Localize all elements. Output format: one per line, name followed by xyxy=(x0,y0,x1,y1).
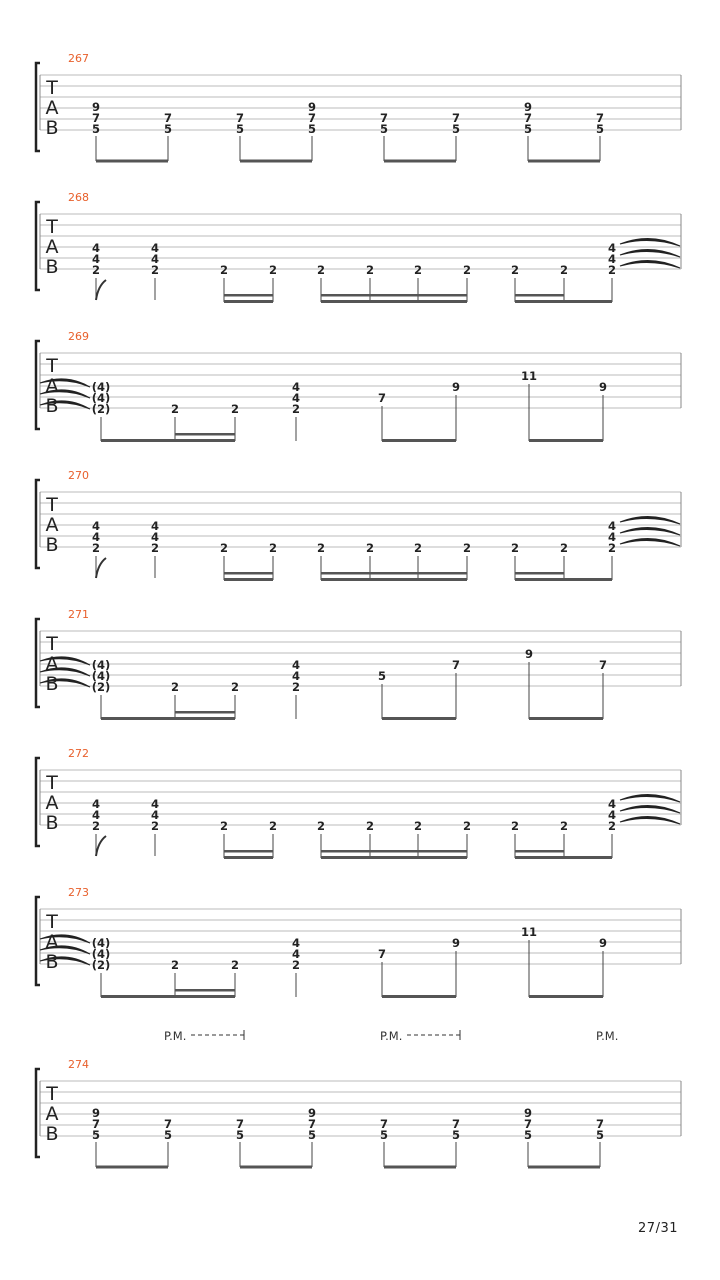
fret-number: 2 xyxy=(219,263,229,277)
fret-number: 5 xyxy=(595,122,605,136)
fret-number: 2 xyxy=(413,819,423,833)
fret-number: 7 xyxy=(379,1117,389,1131)
fret-number: 7 xyxy=(307,1117,317,1131)
fret-number: 4 xyxy=(607,797,617,811)
fret-number: 5 xyxy=(595,1128,605,1142)
fret-number: 4 xyxy=(91,808,101,822)
fret-number: 7 xyxy=(91,1117,101,1131)
fret-number: 2 xyxy=(219,819,229,833)
measure-number: 273 xyxy=(68,886,89,899)
fret-number: 2 xyxy=(413,541,423,555)
fret-number: 4 xyxy=(607,252,617,266)
tab-letter-b: B xyxy=(45,1123,59,1145)
fret-number: 11 xyxy=(520,369,538,383)
fret-number: 4 xyxy=(150,808,160,822)
fret-number: 5 xyxy=(91,1128,101,1142)
fret-number: 2 xyxy=(291,958,301,972)
fret-number: 2 xyxy=(150,819,160,833)
measure-number: 267 xyxy=(68,52,89,65)
measure-number: 270 xyxy=(68,469,89,482)
fret-number: 2 xyxy=(607,263,617,277)
fret-number: 4 xyxy=(91,530,101,544)
fret-number: 2 xyxy=(291,402,301,416)
tab-letter-a: A xyxy=(45,792,59,814)
tab-letter-a: A xyxy=(45,375,59,397)
fret-number: 2 xyxy=(510,263,520,277)
fret-number: 4 xyxy=(607,241,617,255)
fret-number: 2 xyxy=(316,541,326,555)
fret-number: 9 xyxy=(523,1106,533,1120)
fret-number: (4) xyxy=(91,658,111,672)
fret-number: 7 xyxy=(163,1117,173,1131)
measure-number: 271 xyxy=(68,608,89,621)
tab-letter-b: B xyxy=(45,256,59,278)
fret-number: 7 xyxy=(91,111,101,125)
fret-number: 4 xyxy=(91,252,101,266)
tab-letter-b: B xyxy=(45,534,59,556)
fret-number: 4 xyxy=(607,530,617,544)
fret-number: 4 xyxy=(607,808,617,822)
fret-number: 9 xyxy=(451,380,461,394)
fret-number: 7 xyxy=(595,111,605,125)
tab-letter-t: T xyxy=(46,772,58,794)
fret-number: 2 xyxy=(219,541,229,555)
fret-number: 5 xyxy=(377,669,387,683)
fret-number: 4 xyxy=(291,658,301,672)
tab-letter-t: T xyxy=(46,633,58,655)
fret-number: 2 xyxy=(316,263,326,277)
fret-number: 2 xyxy=(316,819,326,833)
fret-number: 5 xyxy=(307,122,317,136)
measure-number: 272 xyxy=(68,747,89,760)
palm-mute-label: P.M. xyxy=(380,1029,403,1043)
fret-number: (2) xyxy=(91,402,111,416)
fret-number: 7 xyxy=(163,111,173,125)
fret-number: 7 xyxy=(377,391,387,405)
fret-number: 7 xyxy=(235,111,245,125)
fret-number: 5 xyxy=(235,122,245,136)
fret-number: 9 xyxy=(451,936,461,950)
tab-letter-a: A xyxy=(45,236,59,258)
tab-letter-t: T xyxy=(46,494,58,516)
tab-letter-a: A xyxy=(45,97,59,119)
fret-number: (4) xyxy=(91,947,111,961)
beam xyxy=(528,1166,600,1169)
fret-number: 2 xyxy=(91,263,101,277)
fret-number: 4 xyxy=(150,797,160,811)
fret-number: (2) xyxy=(91,680,111,694)
fret-number: 2 xyxy=(559,263,569,277)
fret-number: 2 xyxy=(510,819,520,833)
fret-number: 5 xyxy=(307,1128,317,1142)
fret-number: 5 xyxy=(235,1128,245,1142)
fret-number: 2 xyxy=(510,541,520,555)
fret-number: (4) xyxy=(91,669,111,683)
fret-number: (4) xyxy=(91,380,111,394)
fret-number: 7 xyxy=(451,111,461,125)
fret-number: 7 xyxy=(451,1117,461,1131)
fret-number: 7 xyxy=(523,111,533,125)
tab-letter-b: B xyxy=(45,812,59,834)
fret-number: 2 xyxy=(413,263,423,277)
fret-number: 5 xyxy=(91,122,101,136)
fret-number: 2 xyxy=(170,958,180,972)
fret-number: (4) xyxy=(91,391,111,405)
fret-number: 2 xyxy=(559,819,569,833)
palm-mute-label: P.M. xyxy=(596,1029,619,1043)
tab-letter-b: B xyxy=(45,117,59,139)
tab-letter-a: A xyxy=(45,653,59,675)
fret-number: 2 xyxy=(150,541,160,555)
fret-number: 11 xyxy=(520,925,538,939)
fret-number: 2 xyxy=(365,263,375,277)
fret-number: 9 xyxy=(307,1106,317,1120)
fret-number: 5 xyxy=(379,122,389,136)
fret-number: 2 xyxy=(268,263,278,277)
fret-number: 9 xyxy=(598,380,608,394)
fret-number: 9 xyxy=(91,100,101,114)
tab-letter-a: A xyxy=(45,931,59,953)
fret-number: 7 xyxy=(523,1117,533,1131)
fret-number: 2 xyxy=(607,819,617,833)
measure-number: 269 xyxy=(68,330,89,343)
tab-letter-a: A xyxy=(45,514,59,536)
fret-number: 9 xyxy=(307,100,317,114)
fret-number: 7 xyxy=(451,658,461,672)
fret-number: 2 xyxy=(230,958,240,972)
measure-number: 274 xyxy=(68,1058,89,1071)
tab-letter-t: T xyxy=(46,1083,58,1105)
fret-number: 7 xyxy=(235,1117,245,1131)
measure-number: 268 xyxy=(68,191,89,204)
fret-number: (2) xyxy=(91,958,111,972)
fret-number: 9 xyxy=(91,1106,101,1120)
fret-number: 4 xyxy=(150,530,160,544)
fret-number: 5 xyxy=(523,122,533,136)
fret-number: 2 xyxy=(462,819,472,833)
fret-number: 7 xyxy=(595,1117,605,1131)
fret-number: 2 xyxy=(291,680,301,694)
fret-number: (4) xyxy=(91,936,111,950)
fret-number: 4 xyxy=(291,380,301,394)
fret-number: 2 xyxy=(462,263,472,277)
tab-letter-b: B xyxy=(45,673,59,695)
fret-number: 2 xyxy=(150,263,160,277)
fret-number: 4 xyxy=(91,797,101,811)
tab-letter-t: T xyxy=(46,216,58,238)
fret-number: 4 xyxy=(607,519,617,533)
fret-number: 7 xyxy=(307,111,317,125)
fret-number: 4 xyxy=(291,936,301,950)
tab-letter-t: T xyxy=(46,355,58,377)
system-bracket xyxy=(36,1069,40,1157)
fret-number: 4 xyxy=(91,241,101,255)
fret-number: 5 xyxy=(523,1128,533,1142)
fret-number: 2 xyxy=(230,402,240,416)
fret-number: 2 xyxy=(607,541,617,555)
fret-number: 2 xyxy=(268,819,278,833)
fret-number: 4 xyxy=(291,391,301,405)
fret-number: 4 xyxy=(91,519,101,533)
fret-number: 9 xyxy=(524,647,534,661)
fret-number: 2 xyxy=(365,541,375,555)
fret-number: 4 xyxy=(150,519,160,533)
fret-number: 2 xyxy=(230,680,240,694)
tab-letter-t: T xyxy=(46,77,58,99)
fret-number: 2 xyxy=(268,541,278,555)
fret-number: 2 xyxy=(91,819,101,833)
fret-number: 4 xyxy=(291,669,301,683)
fret-number: 7 xyxy=(379,111,389,125)
fret-number: 4 xyxy=(291,947,301,961)
tab-letter-b: B xyxy=(45,395,59,417)
fret-number: 5 xyxy=(451,1128,461,1142)
beam xyxy=(240,1166,312,1169)
fret-number: 4 xyxy=(150,252,160,266)
fret-number: 7 xyxy=(598,658,608,672)
fret-number: 5 xyxy=(163,122,173,136)
tab-letter-t: T xyxy=(46,911,58,933)
fret-number: 2 xyxy=(365,819,375,833)
fret-number: 4 xyxy=(150,241,160,255)
palm-mute-label: P.M. xyxy=(164,1029,187,1043)
fret-number: 9 xyxy=(523,100,533,114)
beam xyxy=(384,1166,456,1169)
tab-letter-a: A xyxy=(45,1103,59,1125)
tab-letter-b: B xyxy=(45,951,59,973)
beam xyxy=(96,1166,168,1169)
fret-number: 5 xyxy=(451,122,461,136)
fret-number: 5 xyxy=(163,1128,173,1142)
fret-number: 9 xyxy=(598,936,608,950)
fret-number: 2 xyxy=(91,541,101,555)
fret-number: 2 xyxy=(170,680,180,694)
fret-number: 2 xyxy=(462,541,472,555)
page-number: 27/31 xyxy=(638,1221,678,1236)
fret-number: 2 xyxy=(559,541,569,555)
fret-number: 2 xyxy=(170,402,180,416)
fret-number: 7 xyxy=(377,947,387,961)
fret-number: 5 xyxy=(379,1128,389,1142)
